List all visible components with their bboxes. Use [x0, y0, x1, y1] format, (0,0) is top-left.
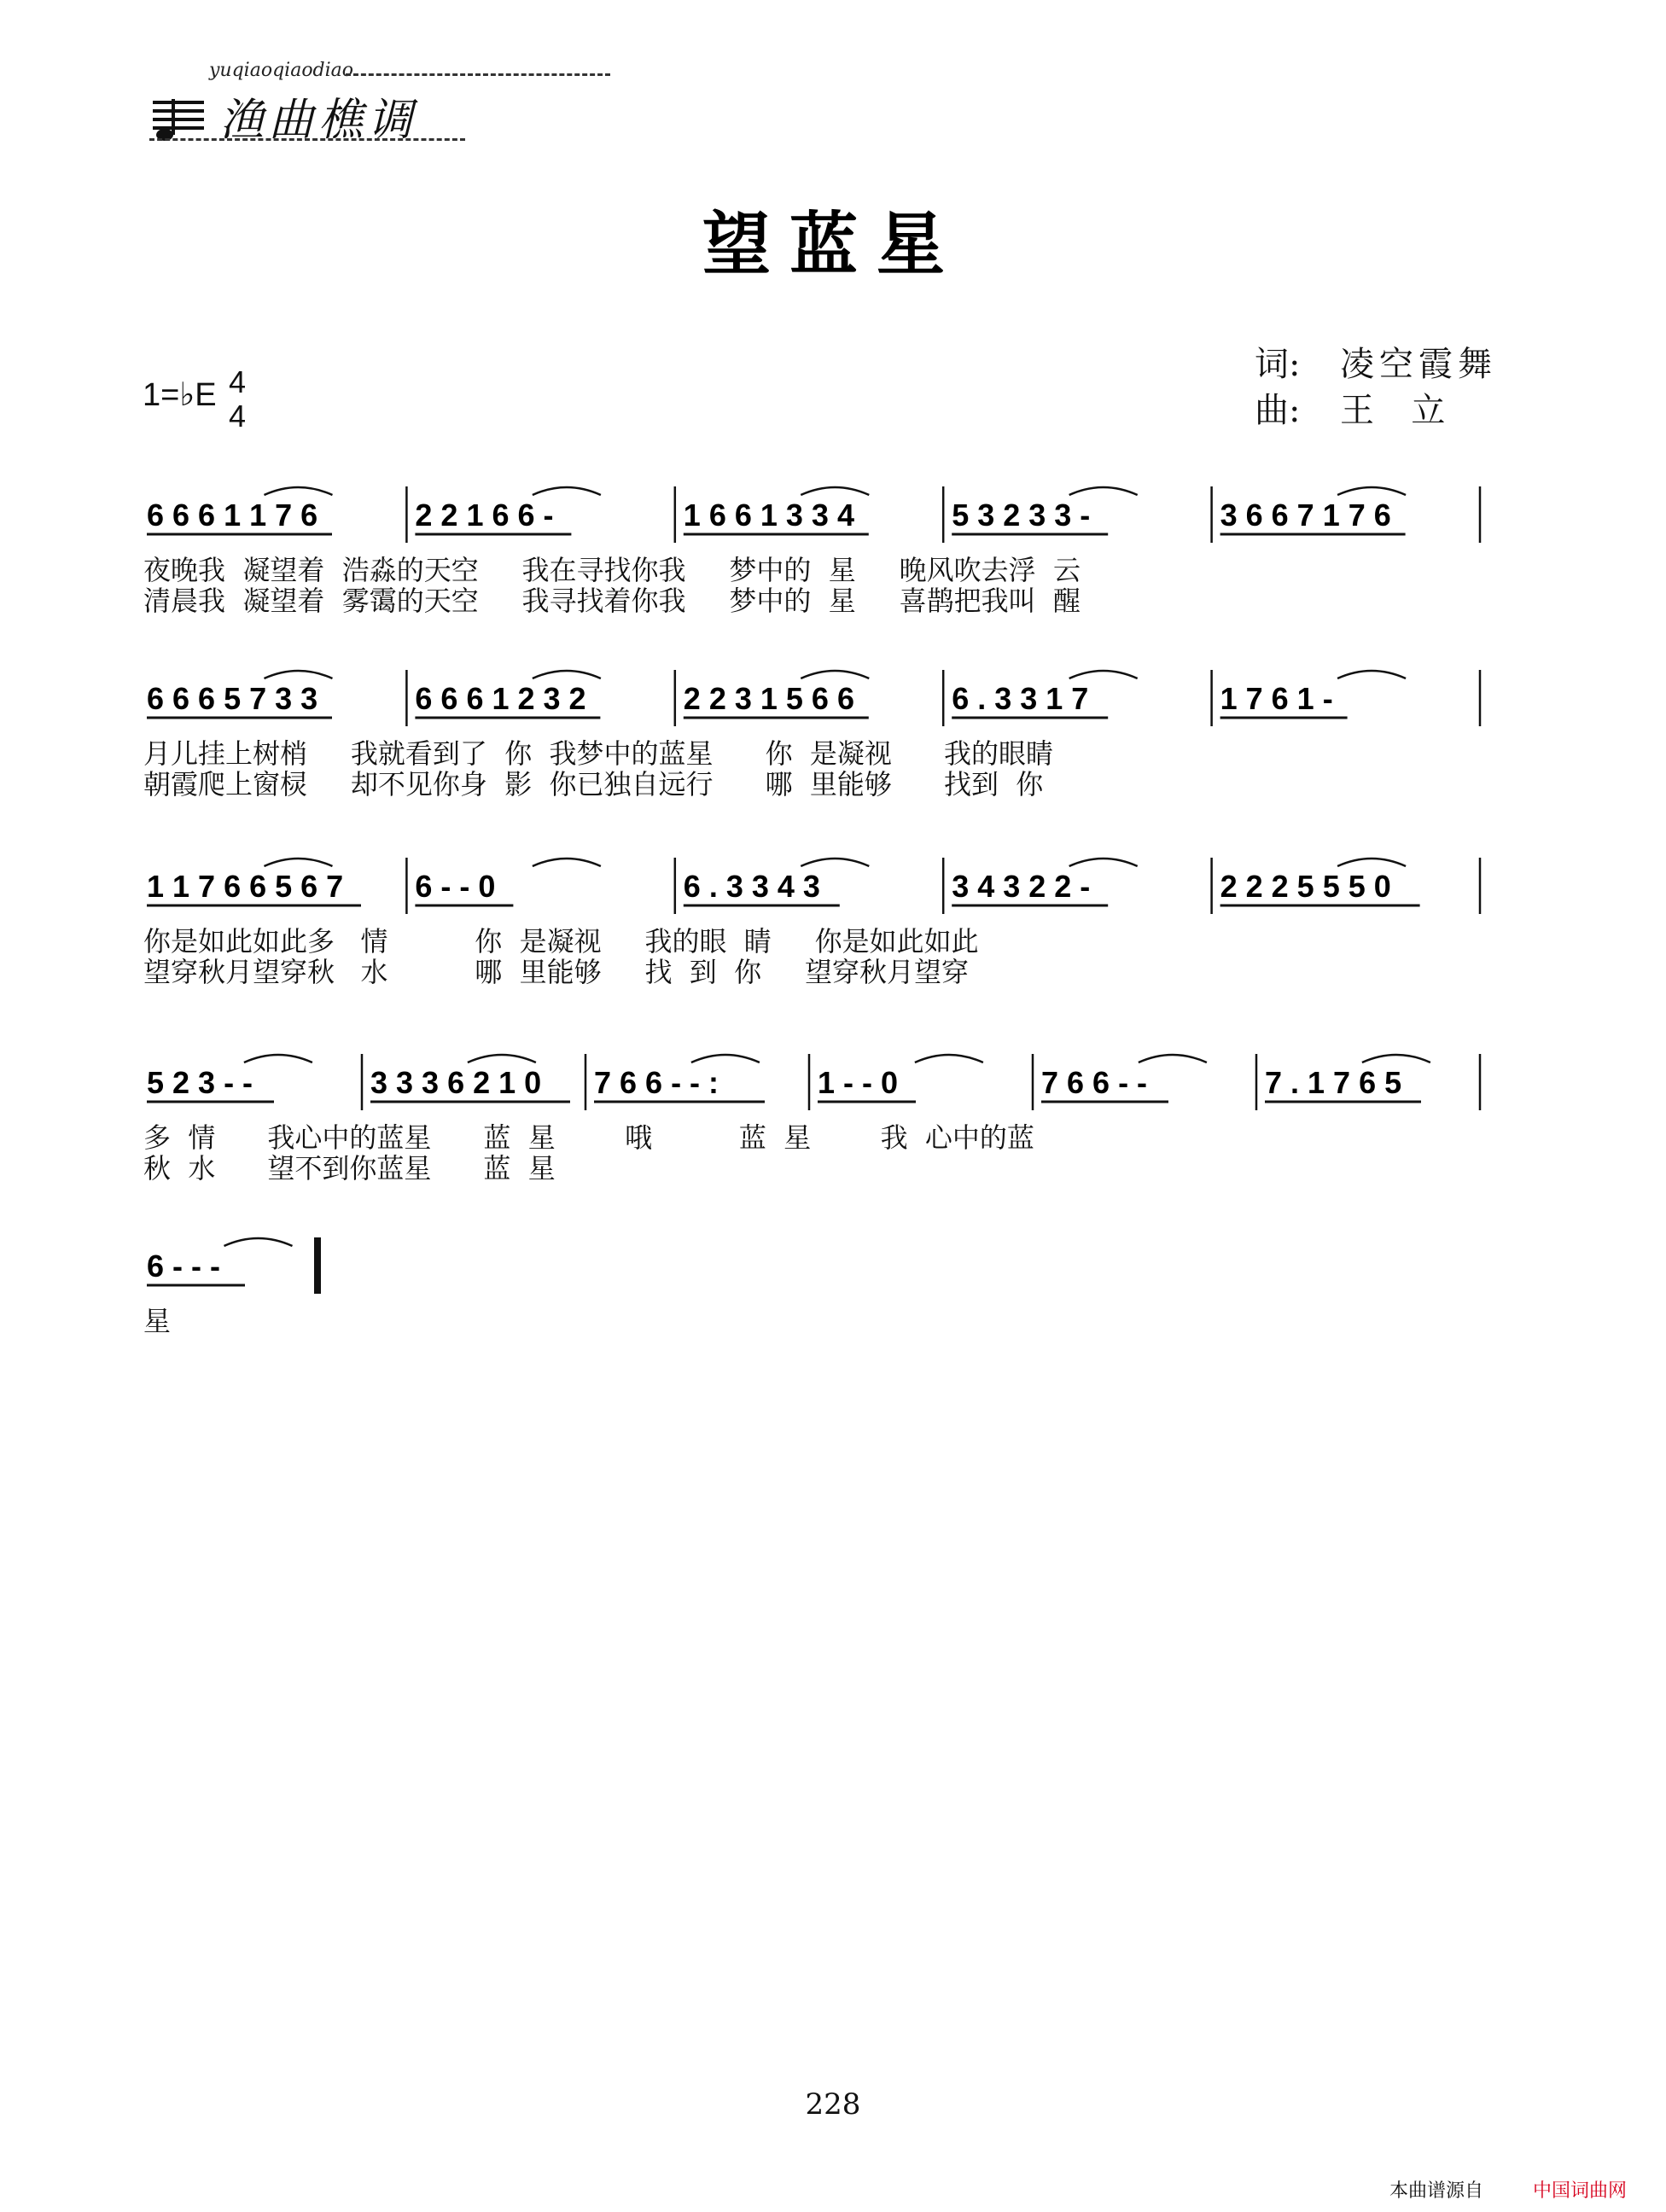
- score-system: [0, 1229, 1666, 1306]
- measure-notes: 1 - - 0: [818, 1065, 899, 1100]
- measure-notes: 5 2 3 - -: [147, 1065, 253, 1100]
- lyric-line: 月儿挂上树梢 我就看到了 你 我梦中的蓝星 你 是凝视 我的眼睛: [143, 737, 1053, 770]
- lyric-line: 夜晚我 凝望着 浩淼的天空 我在寻找你我 梦中的 星 晚风吹去浮 云: [143, 554, 1081, 586]
- lyric-line: 你是如此如此多 情 你 是凝视 我的眼 睛 你是如此如此: [143, 925, 979, 958]
- logo-divider: [149, 138, 465, 141]
- composer-label: 曲:: [1255, 391, 1301, 430]
- slur-arc: [1069, 487, 1138, 495]
- measure-notes: 2 2 1 6 6 -: [415, 498, 554, 533]
- measure-notes: 2 2 2 5 5 5 0: [1220, 869, 1391, 904]
- lyric-line: 望穿秋月望穿秋 水 哪 里能够 找 到 你 望穿秋月望穿: [143, 956, 969, 988]
- slur-arc: [1139, 1055, 1207, 1062]
- score-system: [0, 849, 1666, 926]
- measure-notes: 6 . 3 3 4 3: [683, 869, 820, 904]
- slur-arc: [1362, 1055, 1430, 1062]
- measure-notes: 6 - - -: [147, 1249, 220, 1284]
- measure-notes: 6 6 6 1 2 3 2: [415, 681, 586, 716]
- score-system: [0, 661, 1666, 738]
- lyric-line: 清晨我 凝望着 雾霭的天空 我寻找着你我 梦中的 星 喜鹊把我叫 醒: [143, 585, 1081, 617]
- measure-notes: 6 6 6 5 7 3 3: [147, 681, 318, 716]
- slur-arc: [801, 487, 869, 495]
- logo-title: 渔曲樵调: [219, 95, 418, 146]
- page-number: 228: [805, 2087, 861, 2122]
- measure-notes: 3 6 6 7 1 7 6: [1220, 498, 1391, 533]
- slur-arc: [1337, 859, 1406, 866]
- slur-arc: [264, 859, 332, 866]
- measure-notes: 7 . 1 7 6 5: [1265, 1065, 1402, 1100]
- lyricist-label: 词:: [1255, 345, 1301, 384]
- measure-notes: 6 . 3 3 1 7: [952, 681, 1089, 716]
- key-signature: 1=♭E: [143, 377, 217, 413]
- measure-notes: 6 6 6 1 1 7 6: [147, 498, 318, 533]
- measure-notes: 2 2 3 1 5 6 6: [683, 681, 854, 716]
- time-signature-top: 4: [229, 364, 247, 399]
- lyric-line: 朝霞爬上窗棂 却不见你身 影 你已独自远行 哪 里能够 找到 你: [143, 768, 1044, 800]
- logo-divider: [346, 73, 610, 76]
- slur-arc: [533, 859, 601, 866]
- slur-arc: [468, 1055, 536, 1062]
- slur-arc: [264, 487, 332, 495]
- slur-arc: [915, 1055, 983, 1062]
- measure-notes: 1 6 6 1 3 3 4: [683, 498, 854, 533]
- lyric-line: 星: [143, 1305, 172, 1337]
- slur-arc: [264, 671, 332, 678]
- logo-pinyin: yuqiaoqiaodiao: [209, 60, 354, 81]
- slur-arc: [224, 1238, 293, 1246]
- measure-notes: 3 4 3 2 2 -: [952, 869, 1091, 904]
- source-brand: 中国词曲网: [1533, 2180, 1628, 2202]
- measure-notes: 7 6 6 - -: [1041, 1065, 1148, 1100]
- slur-arc: [691, 1055, 760, 1062]
- composer-name: 王 立: [1340, 391, 1451, 430]
- slur-arc: [244, 1055, 312, 1062]
- slur-arc: [1337, 671, 1406, 678]
- slur-arc: [533, 671, 601, 678]
- measure-notes: 1 1 7 6 6 5 6 7: [147, 869, 344, 904]
- measure-notes: 3 3 3 6 2 1 0: [370, 1065, 542, 1100]
- slur-arc: [1069, 859, 1138, 866]
- lyric-line: 多 情 我心中的蓝星 蓝 星 哦 蓝 星 我 心中的蓝: [143, 1121, 1034, 1154]
- music-note-icon: [149, 92, 218, 145]
- source-note: 本曲谱源自: [1389, 2180, 1484, 2202]
- slur-arc: [1337, 487, 1406, 495]
- score-system: [0, 478, 1666, 555]
- credits: [1255, 341, 1497, 434]
- song-title: 望蓝星: [702, 204, 964, 284]
- publisher-logo: [149, 60, 465, 154]
- slur-arc: [801, 859, 869, 866]
- measure-notes: 6 - - 0: [415, 869, 496, 904]
- lyricist-name: 凌空霞舞: [1340, 345, 1497, 384]
- measure-notes: 5 3 2 3 3 -: [952, 498, 1091, 533]
- time-signature: [229, 365, 246, 434]
- lyric-line: 秋 水 望不到你蓝星 蓝 星: [143, 1152, 556, 1185]
- score-system: [0, 1045, 1666, 1122]
- slur-arc: [801, 671, 869, 678]
- time-signature-bottom: 4: [229, 399, 247, 434]
- slur-arc: [1069, 671, 1138, 678]
- measure-notes: 1 7 6 1 -: [1220, 681, 1333, 716]
- measure-notes: 7 6 6 - - :: [594, 1065, 719, 1100]
- slur-arc: [533, 487, 601, 495]
